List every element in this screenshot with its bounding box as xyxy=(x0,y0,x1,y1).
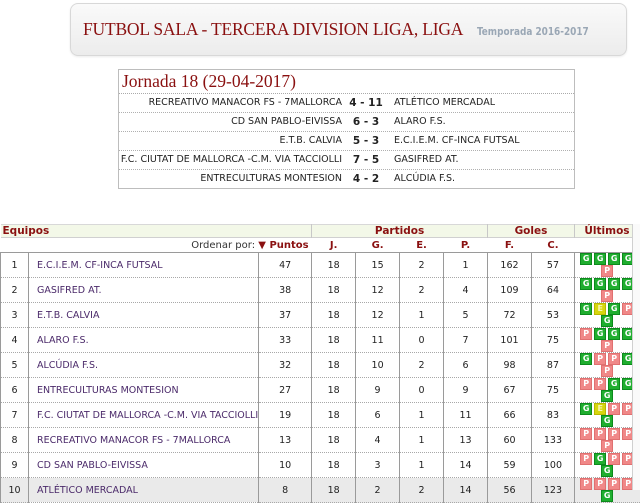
col-e[interactable]: E. xyxy=(400,238,444,253)
result-loss-icon: P xyxy=(622,428,634,440)
stat-j: 18 xyxy=(312,253,356,278)
stat-e: 2 xyxy=(400,278,444,303)
result-win-icon: G xyxy=(594,453,606,465)
result-win-icon: G xyxy=(580,353,592,365)
result-win-icon: G xyxy=(601,465,613,477)
match-score: 5 - 3 xyxy=(352,135,380,147)
stat-c: 123 xyxy=(531,478,574,503)
result-win-icon: G xyxy=(622,253,634,265)
stat-e: 1 xyxy=(400,453,444,478)
match-row xyxy=(119,132,574,151)
result-loss-icon: P xyxy=(580,428,592,440)
order-by[interactable] xyxy=(1,238,312,253)
match-row xyxy=(119,151,574,170)
match-row xyxy=(119,170,574,188)
stat-e: 1 xyxy=(400,403,444,428)
stat-f: 66 xyxy=(488,403,532,428)
result-win-icon: G xyxy=(608,378,620,390)
stat-p: 14 xyxy=(444,453,488,478)
result-win-icon: G xyxy=(594,278,606,290)
position: 2 xyxy=(1,278,29,303)
result-win-icon: G xyxy=(601,315,613,327)
result-win-icon: G xyxy=(608,303,620,315)
last-results xyxy=(574,428,639,453)
stat-pts: 13 xyxy=(259,428,312,453)
stat-pts: 38 xyxy=(259,278,312,303)
stat-pts: 47 xyxy=(259,253,312,278)
stat-j: 18 xyxy=(312,328,356,353)
group-goles: Goles xyxy=(488,225,575,238)
stat-c: 75 xyxy=(531,328,574,353)
stat-p: 1 xyxy=(444,253,488,278)
match-row xyxy=(119,94,574,113)
stat-p: 7 xyxy=(444,328,488,353)
result-loss-icon: P xyxy=(580,378,592,390)
team-name[interactable]: ALCÚDIA F.S. xyxy=(28,353,258,378)
result-loss-icon: P xyxy=(601,265,613,277)
table-row xyxy=(1,378,640,403)
result-loss-icon: P xyxy=(608,353,620,365)
stat-f: 60 xyxy=(488,428,532,453)
team-name[interactable]: ATLÉTICO MERCADAL xyxy=(28,478,258,503)
matchday-results xyxy=(118,69,575,189)
stat-pts: 32 xyxy=(259,353,312,378)
group-ultimos: Últimos xyxy=(574,225,639,238)
team-name[interactable]: CD SAN PABLO-EIVISSA xyxy=(28,453,258,478)
table-row xyxy=(1,303,640,328)
stat-j: 18 xyxy=(312,453,356,478)
table-row xyxy=(1,428,640,453)
standings-table xyxy=(0,224,640,503)
stat-c: 87 xyxy=(531,353,574,378)
col-g[interactable]: G. xyxy=(356,238,400,253)
position: 4 xyxy=(1,328,29,353)
away-team[interactable]: E.C.I.E.M. CF-INCA FUTSAL xyxy=(394,135,520,146)
result-win-icon: G xyxy=(580,303,592,315)
away-team[interactable]: ATLÉTICO MERCADAL xyxy=(394,97,495,108)
stat-g: 12 xyxy=(356,278,400,303)
match-score: 6 - 3 xyxy=(352,116,380,128)
team-name[interactable]: E.C.I.E.M. CF-INCA FUTSAL xyxy=(28,253,258,278)
stat-pts: 37 xyxy=(259,303,312,328)
last-results xyxy=(574,353,639,378)
stat-e: 1 xyxy=(400,303,444,328)
stat-c: 83 xyxy=(531,403,574,428)
scrollbar[interactable] xyxy=(632,224,640,490)
matchday-title: Jornada 18 (29-04-2017) xyxy=(119,70,574,94)
stat-p: 9 xyxy=(444,378,488,403)
league-title: FUTBOL SALA - TERCERA DIVISION LIGA, LIGA xyxy=(83,19,464,39)
result-win-icon: G xyxy=(622,328,634,340)
last-results xyxy=(574,253,639,278)
table-row xyxy=(1,403,640,428)
stat-c: 75 xyxy=(531,378,574,403)
home-team[interactable]: RECREATIVO MANACOR FS - 7MALLORCA xyxy=(148,97,342,108)
stat-pts: 27 xyxy=(259,378,312,403)
stat-g: 9 xyxy=(356,378,400,403)
stat-c: 100 xyxy=(531,453,574,478)
table-row xyxy=(1,453,640,478)
result-win-icon: G xyxy=(580,278,592,290)
result-win-icon: G xyxy=(601,490,613,502)
table-row xyxy=(1,278,640,303)
result-loss-icon: P xyxy=(608,453,620,465)
stat-j: 18 xyxy=(312,428,356,453)
stat-f: 59 xyxy=(488,453,532,478)
stat-f: 67 xyxy=(488,378,532,403)
result-loss-icon: P xyxy=(608,478,620,490)
stat-f: 109 xyxy=(488,278,532,303)
stat-f: 162 xyxy=(488,253,532,278)
result-loss-icon: P xyxy=(608,428,620,440)
last-results xyxy=(574,278,639,303)
stat-p: 4 xyxy=(444,278,488,303)
team-name[interactable]: F.C. CIUTAT DE MALLORCA -C.M. VIA TACCIOLLI xyxy=(28,403,258,428)
order-by-value: Puntos xyxy=(269,239,309,251)
stat-e: 2 xyxy=(400,253,444,278)
position: 6 xyxy=(1,378,29,403)
result-win-icon: G xyxy=(608,328,620,340)
result-win-icon: G xyxy=(608,278,620,290)
stat-g: 3 xyxy=(356,453,400,478)
stat-c: 53 xyxy=(531,303,574,328)
stat-c: 64 xyxy=(531,278,574,303)
stat-p: 14 xyxy=(444,478,488,503)
stat-c: 57 xyxy=(531,253,574,278)
away-team[interactable]: ALCÚDIA F.S. xyxy=(394,173,456,184)
result-loss-icon: P xyxy=(594,428,606,440)
col-p[interactable]: P. xyxy=(444,238,488,253)
result-win-icon: G xyxy=(594,253,606,265)
match-row xyxy=(119,113,574,132)
position: 7 xyxy=(1,403,29,428)
result-win-icon: G xyxy=(622,378,634,390)
table-row xyxy=(1,353,640,378)
result-loss-icon: P xyxy=(594,478,606,490)
result-loss-icon: P xyxy=(601,365,613,377)
last-results xyxy=(574,303,639,328)
stat-p: 13 xyxy=(444,428,488,453)
stat-c: 133 xyxy=(531,428,574,453)
result-loss-icon: P xyxy=(601,440,613,452)
result-loss-icon: P xyxy=(580,328,592,340)
result-loss-icon: P xyxy=(580,478,592,490)
stat-g: 15 xyxy=(356,253,400,278)
last-results xyxy=(574,403,639,428)
home-team[interactable]: CD SAN PABLO-EIVISSA xyxy=(231,116,342,127)
stat-g: 11 xyxy=(356,328,400,353)
col-j[interactable]: J. xyxy=(312,238,356,253)
season-label: Temporada 2016-2017 xyxy=(477,25,589,38)
result-loss-icon: P xyxy=(580,453,592,465)
position: 5 xyxy=(1,353,29,378)
group-equipos: Equipos xyxy=(1,225,312,238)
position: 8 xyxy=(1,428,29,453)
result-loss-icon: P xyxy=(622,403,634,415)
team-name[interactable]: RECREATIVO MANACOR FS - 7MALLORCA xyxy=(28,428,258,453)
stat-g: 6 xyxy=(356,403,400,428)
stat-e: 1 xyxy=(400,428,444,453)
result-win-icon: G xyxy=(601,415,613,427)
stat-g: 12 xyxy=(356,303,400,328)
home-team[interactable]: E.T.B. CALVIA xyxy=(279,135,342,146)
result-loss-icon: P xyxy=(622,478,634,490)
result-win-icon: G xyxy=(580,403,592,415)
stat-f: 72 xyxy=(488,303,532,328)
result-win-icon: G xyxy=(594,328,606,340)
stat-e: 2 xyxy=(400,478,444,503)
stat-pts: 33 xyxy=(259,328,312,353)
match-score: 7 - 5 xyxy=(352,154,380,166)
order-by-label: Ordenar por: xyxy=(191,239,256,251)
last-results xyxy=(574,378,639,403)
team-name[interactable]: GASIFRED AT. xyxy=(28,278,258,303)
table-row xyxy=(1,328,640,353)
position: 3 xyxy=(1,303,29,328)
result-loss-icon: P xyxy=(601,290,613,302)
stat-e: 2 xyxy=(400,353,444,378)
stat-j: 18 xyxy=(312,353,356,378)
position: 1 xyxy=(1,253,29,278)
away-team[interactable]: GASIFRED AT. xyxy=(394,154,459,165)
result-loss-icon: P xyxy=(622,453,634,465)
last-results xyxy=(574,478,639,503)
result-loss-icon: P xyxy=(601,340,613,352)
table-row xyxy=(1,478,640,503)
home-team[interactable]: F.C. CIUTAT DE MALLORCA -C.M. VIA TACCIOLLI xyxy=(120,154,342,165)
result-loss-icon: P xyxy=(622,303,634,315)
last-results xyxy=(574,453,639,478)
match-score: 4 - 2 xyxy=(352,173,380,185)
home-team[interactable]: ENTRECULTURAS MONTESION xyxy=(200,173,342,184)
result-loss-icon: P xyxy=(594,353,606,365)
col-f[interactable]: F. xyxy=(488,238,532,253)
team-name[interactable]: E.T.B. CALVIA xyxy=(28,303,258,328)
stat-g: 4 xyxy=(356,428,400,453)
stat-e: 0 xyxy=(400,328,444,353)
stat-j: 18 xyxy=(312,478,356,503)
stat-p: 5 xyxy=(444,303,488,328)
result-win-icon: G xyxy=(580,253,592,265)
result-win-icon: G xyxy=(622,353,634,365)
stat-p: 6 xyxy=(444,353,488,378)
sort-desc-icon: ▼ xyxy=(258,239,266,251)
stat-e: 0 xyxy=(400,378,444,403)
result-draw-icon: E xyxy=(594,303,606,315)
stat-j: 18 xyxy=(312,303,356,328)
col-last xyxy=(574,238,639,253)
stat-j: 18 xyxy=(312,278,356,303)
result-draw-icon: E xyxy=(594,403,606,415)
stat-j: 18 xyxy=(312,403,356,428)
stat-g: 10 xyxy=(356,353,400,378)
position: 10 xyxy=(1,478,29,503)
result-loss-icon: P xyxy=(608,403,620,415)
away-team[interactable]: ALARO F.S. xyxy=(394,116,446,127)
stat-pts: 19 xyxy=(259,403,312,428)
col-c[interactable]: C. xyxy=(531,238,574,253)
result-win-icon: G xyxy=(601,390,613,402)
result-win-icon: G xyxy=(608,253,620,265)
position: 9 xyxy=(1,453,29,478)
team-name[interactable]: ALARO F.S. xyxy=(28,328,258,353)
stat-pts: 8 xyxy=(259,478,312,503)
result-win-icon: G xyxy=(622,278,634,290)
stat-pts: 10 xyxy=(259,453,312,478)
group-partidos: Partidos xyxy=(312,225,488,238)
stat-j: 18 xyxy=(312,378,356,403)
team-name[interactable]: ENTRECULTURAS MONTESION xyxy=(28,378,258,403)
league-title-box xyxy=(70,3,627,56)
last-results xyxy=(574,328,639,353)
stat-f: 98 xyxy=(488,353,532,378)
stat-p: 11 xyxy=(444,403,488,428)
match-score: 4 - 11 xyxy=(349,97,383,109)
result-loss-icon: P xyxy=(594,378,606,390)
stat-f: 101 xyxy=(488,328,532,353)
stat-g: 2 xyxy=(356,478,400,503)
stat-f: 56 xyxy=(488,478,532,503)
table-row xyxy=(1,253,640,278)
